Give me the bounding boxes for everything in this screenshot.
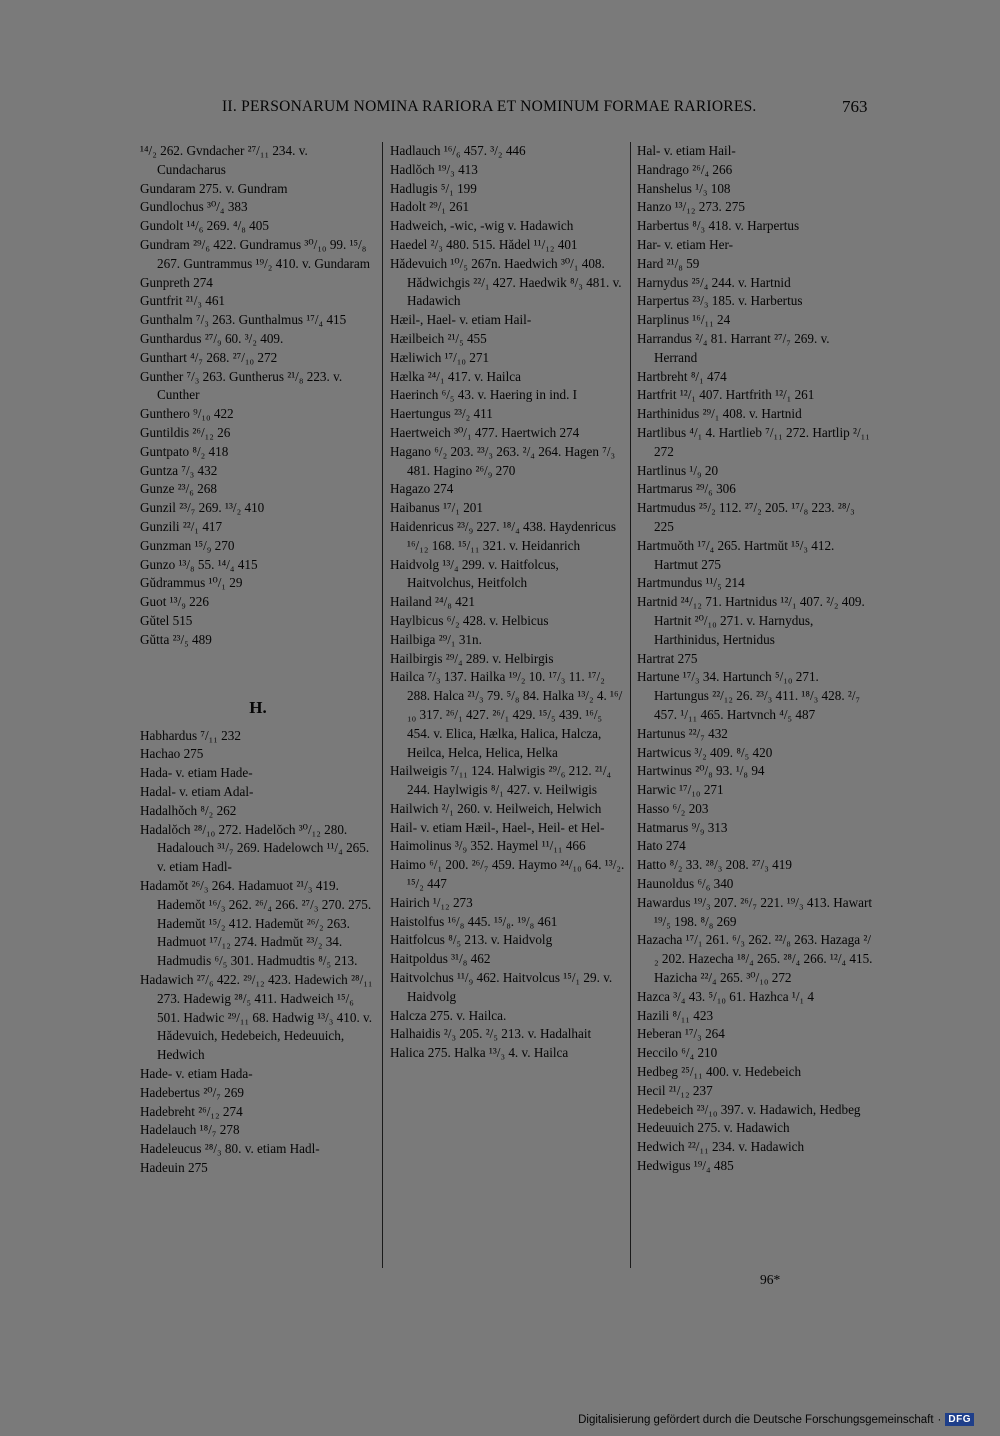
index-entry: Hæil-, Hael- v. etiam Hail- (390, 312, 532, 328)
index-entry: Hadlugis ⁵/₁ 199 (390, 180, 477, 196)
index-entry: Hartbreht ⁸/₁ 474 (637, 368, 727, 384)
page-number: 763 (842, 97, 868, 116)
index-entry: Hagazo 274 (390, 481, 454, 497)
index-entry: Hadeuin 275 (140, 1160, 208, 1176)
index-entry: Hailbirgis ²⁹/₄ 289. v. Helbirgis (390, 650, 554, 666)
index-entry: Gundlochus ³⁰/₄ 383 (140, 199, 248, 215)
index-entry: Haistolfus ¹⁶/₈ 445. ¹⁵/₈. ¹⁹/₈ 461 (390, 913, 558, 929)
index-entry: Gunthardus ²⁷/₉ 60. ³/₂ 409. (140, 330, 284, 346)
index-entry: Hartwinus ²⁰/₈ 93. ¹/₈ 94 (637, 763, 765, 779)
section-heading: H. (249, 697, 267, 717)
index-entry: Hatto ⁸/₂ 33. ²⁸/₃ 208. ²⁷/₃ 419 (637, 857, 792, 873)
index-entry: Hartlibus ⁴/₁ 4. Hartlieb ⁷/₁₁ 272. Hartlip ²/₁₁ 272 (637, 424, 870, 459)
index-entry: Haedel ²/₃ 480. 515. Hădel ¹¹/₁₂ 401 (390, 236, 578, 252)
index-entry: Hartune ¹⁷/₃ 34. Hartunch ⁵/₁₀ 271. Hartungus ²²/₁₂ 26. ²³/₃ 411. ¹⁸/₃ 428. ²/₇ 457. ¹/₁₁ 465. Hartvnch ⁴/₅ 487 (637, 669, 861, 722)
index-entry: Haertweich ³⁰/₁ 477. Haertwich 274 (390, 424, 580, 440)
index-entry: Gunzman ¹⁵/₉ 270 (140, 537, 235, 553)
index-entry: Hecil ²¹/₁₂ 237 (637, 1082, 713, 1098)
index-entry: Haitvolchus ¹¹/₉ 462. Haitvolcus ¹⁵/₁ 29. v. Haidvolg (390, 970, 613, 1004)
index-entry: Haitpoldus ³¹/₈ 462 (390, 951, 491, 967)
digitization-credit (578, 1413, 974, 1426)
index-entry: Gunthalm ⁷/₃ 263. Gunthalmus ¹⁷/₄ 415 (140, 312, 347, 328)
index-entry: Hal- v. etiam Hail- (637, 143, 736, 158)
running-header-title: II. PERSONARUM NOMINA RARIORA ET NOMINUM FORMAE RARIORES. (222, 98, 757, 115)
index-entry: Gundolt ¹⁴/₆ 269. ⁴/₈ 405 (140, 218, 269, 234)
credit-text: Digitalisierung gefördert durch die Deutsche Forschungsgemeinschaft (578, 1413, 934, 1426)
index-entry: Hazca ³/₄ 43. ⁵/₁₀ 61. Hazhca ¹/₁ 4 (637, 988, 814, 1004)
index-entry: Hadweich, -wic, -wig v. Hadawich (390, 218, 574, 234)
index-entry: Hairich ¹/₁₂ 273 (390, 894, 473, 910)
index-entry: Gunzil ²³/₇ 269. ¹³/₂ 410 (140, 500, 265, 516)
index-entry: Gundaram 275. v. Gundram (140, 180, 288, 196)
dfg-logo: DFG (945, 1413, 974, 1426)
index-entry: Hedebeich ²³/₁₀ 397. v. Hadawich, Hedbeg (637, 1101, 861, 1117)
index-entry: Hard ²¹/₈ 59 (637, 255, 700, 271)
index-entry: Guntza ⁷/₃ 432 (140, 462, 218, 478)
credit-separator: · (937, 1413, 942, 1426)
index-entry: Gunzo ¹³/₈ 55. ¹⁴/₄ 415 (140, 556, 258, 572)
index-entry: Haibanus ¹⁷/₁ 201 (390, 500, 483, 516)
index-entry: Haylbicus ⁶/₂ 428. v. Helbicus (390, 612, 549, 628)
index-entry: Hadelauch ¹⁸/₇ 278 (140, 1122, 240, 1138)
index-entry: Gundram ²⁹/₆ 422. Gundramus ³⁰/₁₀ 99. ¹⁵/₈ 267. Guntrammus ¹⁹/₂ 410. v. Gundaram (140, 236, 371, 271)
index-entry: Hæliwich ¹⁷/₁₀ 271 (390, 349, 490, 365)
index-entry: Hartlinus ¹/₉ 20 (637, 462, 719, 478)
index-entry: Hadalhŏch ⁸/₂ 262 (140, 802, 237, 818)
index-entry: Hawardus ¹⁹/₃ 207. ²⁶/₇ 221. ¹⁹/₃ 413. Hawart ¹⁹/₅ 198. ⁸/₈ 269 (637, 894, 873, 929)
index-entry: Gŭdrammus ¹⁰/₁ 29 (140, 575, 243, 591)
index-column-2 (390, 142, 625, 1063)
index-entry: Harplinus ¹⁶/₁₁ 24 (637, 312, 731, 328)
index-entry: Hartfrit ¹²/₁ 407. Hartfrith ¹²/₁ 261 (637, 387, 815, 403)
index-entry: Haitfolcus ⁸/₅ 213. v. Haidvolg (390, 932, 553, 948)
index-entry: Hælka ²⁴/₁ 417. v. Hailca (390, 368, 521, 384)
index-entry: Hailwich ²/₁ 260. v. Heilweich, Helwich (390, 800, 602, 816)
index-entry: Hailbiga ²⁹/₁ 31n. (390, 631, 482, 647)
index-entry: Gunthart ⁴/₇ 268. ²⁷/₁₀ 272 (140, 349, 278, 365)
index-entry: Guntildis ²⁶/₁₂ 26 (140, 424, 231, 440)
index-entry: Hachao 275 (140, 746, 204, 762)
index-entry: Hazacha ¹⁷/₁ 261. ⁶/₃ 262. ²²/₈ 263. Hazaga ²/₂ 202. Hazecha ¹⁸/₄ 265. ²⁸/₄ 266. ¹²/₄ 415. Hazicha ²²/₄ 265. ³⁰/₁₀ 272 (637, 932, 873, 986)
index-entry: Handrago ²⁶/₄ 266 (637, 161, 733, 177)
column-divider-2 (630, 142, 631, 1268)
index-column-1 (140, 142, 376, 1178)
index-entry: Hartmundus ¹¹/₅ 214 (637, 575, 745, 591)
index-entry: Hanzo ¹³/₁₂ 273. 275 (637, 199, 745, 215)
index-entry: Hadeleucus ²⁸/₃ 80. v. etiam Hadl- (140, 1141, 320, 1157)
index-entry: Hedeuuich 275. v. Hadawich (637, 1120, 790, 1136)
index-entry: Hanshelus ¹/₃ 108 (637, 180, 731, 196)
index-entry: Haertungus ²³/₂ 411 (390, 406, 493, 422)
index-entry: Hadlŏch ¹⁹/₃ 413 (390, 161, 478, 177)
index-entry: Hartmuŏth ¹⁷/₄ 265. Hartmŭt ¹⁵/₃ 412. Hartmut 275 (637, 537, 835, 572)
index-entry: Harnydus ²⁵/₄ 244. v. Hartnid (637, 274, 791, 290)
index-entry: Hato 274 (637, 838, 686, 854)
index-entry: Hartrat 275 (637, 650, 698, 666)
index-entry: Harpertus ²³/₃ 185. v. Harbertus (637, 293, 803, 309)
index-entry: Hartunus ²²/₇ 432 (637, 725, 728, 741)
index-entry: Halhaidis ²/₃ 205. ²/₅ 213. v. Hadalhait (390, 1026, 592, 1042)
index-entry: Hagano ⁶/₂ 203. ²³/₃ 263. ²/₄ 264. Hagen ⁷/₃ 481. Hagino ²⁶/₉ 270 (390, 443, 616, 478)
index-entry: Harthinidus ²⁹/₁ 408. v. Hartnid (637, 406, 802, 422)
index-entry: Hădevuich ¹⁰/₅ 267n. Haedwich ³⁰/₁ 408. Hădwichgis ²²/₁ 427. Haedwik ⁸/₃ 481. v. Hadawich (390, 255, 622, 309)
index-entry: Haerinch ⁶/₅ 43. v. Haering in ind. I (390, 387, 578, 403)
index-entry: Harbertus ⁸/₃ 418. v. Harpertus (637, 218, 800, 234)
index-entry: Hadebertus ²⁰/₇ 269 (140, 1084, 244, 1100)
index-entry: Hedwich ²²/₁₁ 234. v. Hadawich (637, 1139, 805, 1155)
index-entry: Hailca ⁷/₃ 137. Hailka ¹⁹/₂ 10. ¹⁷/₃ 11. ¹⁷/₂ 288. Halca ²¹/₃ 79. ⁵/₈ 84. Halka ¹³/₂ 4. ¹⁶/₁₀ 317. ²⁶/₁ 427. ²⁶/₁ 429. ¹⁵/₅ 439. ¹⁶/₅ 454. v. Elica, Hælka, Halica, Halcza, Heilca, Helca, Helica, Helka (390, 669, 623, 760)
index-entry: Guot ¹³/₉ 226 (140, 594, 209, 610)
index-entry: Hail- v. etiam Hæil-, Hael-, Heil- et Hel- (390, 819, 605, 835)
index-entry: ¹⁴/₂ 262. Gvndacher ²⁷/₁₁ 234. v. Cundacharus (140, 143, 308, 177)
index-entry: Hartwicus ³/₂ 409. ⁸/₅ 420 (637, 744, 773, 760)
index-entry: Halica 275. Halka ¹³/₃ 4. v. Hailca (390, 1045, 569, 1061)
index-entry: Gŭtta ²³/₅ 489 (140, 631, 212, 647)
index-entry: Hada- v. etiam Hade- (140, 765, 253, 781)
index-entry: Haunoldus ⁶/₆ 340 (637, 876, 734, 892)
index-entry: Hatmarus ⁹/₉ 313 (637, 819, 728, 835)
index-entry: Harrandus ²/₄ 81. Harrant ²⁷/₇ 269. v. Herrand (637, 330, 830, 365)
index-entry: Hadlauch ¹⁶/₆ 457. ³/₂ 446 (390, 143, 526, 158)
index-entry: Guntpato ⁸/₂ 418 (140, 443, 229, 459)
index-entry: Hailand ²⁴/₈ 421 (390, 594, 475, 610)
index-entry: Hartmudus ²⁵/₂ 112. ²⁷/₂ 205. ¹⁷/₈ 223. ²⁸/₃ 225 (637, 500, 855, 534)
index-entry: Hailweigis ⁷/₁₁ 124. Halwigis ²⁹/₆ 212. ²¹/₄ 244. Haylwigis ⁸/₁ 427. v. Heilwigis (390, 763, 612, 798)
index-entry: Hadawich ²⁷/₆ 422. ²⁹/₁₂ 423. Hadewich ²⁸/₁₁ 273. Hadewig ²⁸/₅ 411. Hadweich ¹⁵/₆ 501. Hadwic ²⁹/₁₁ 68. Hadwig ¹³/₃ 410. v. Hădevuich, Hedebeich, Hedeuuich, Hedwich (140, 972, 373, 1063)
blank-line (140, 663, 376, 682)
index-entry: Hartnid ²⁴/₁₂ 71. Hartnidus ¹²/₁ 407. ²/₂ 409. Hartnit ²⁰/₁₀ 271. v. Harnydus, Harthinidus, Hertnidus (637, 594, 865, 647)
index-entry: Hedwigus ¹⁹/₄ 485 (637, 1158, 734, 1174)
index-entry: Guntfrit ²¹/₃ 461 (140, 293, 226, 309)
column-divider-1 (382, 142, 383, 1268)
index-entry: Gŭtel 515 (140, 612, 193, 628)
index-entry: Hadal- v. etiam Adal- (140, 784, 254, 800)
index-entry: Gunze ²³/₆ 268 (140, 481, 217, 497)
index-entry: Haidenricus ²³/₉ 227. ¹⁸/₄ 438. Haydenricus ¹⁶/₁₂ 168. ¹⁵/₁₁ 321. v. Heidanrich (390, 518, 616, 553)
index-entry: Hazili ⁸/₁₁ 423 (637, 1007, 714, 1023)
index-entry: Gunthero ⁹/₁₀ 422 (140, 406, 234, 422)
index-entry: Gunther ⁷/₃ 263. Guntherus ²¹/₈ 223. v. Cunther (140, 368, 343, 403)
index-entry: Hadamŏt ²⁶/₃ 264. Hadamuot ²¹/₃ 419. Hademŏt ¹⁶/₃ 262. ²⁶/₄ 266. ²⁷/₃ 270. 275. Hademŭt ¹⁵/₂ 412. Hademŭt ²⁶/₂ 263. Hadmuot ¹⁷/₁₂ 274. Hadmŭt ²³/₂ 34. Hadmudis ⁶/₅ 301. Hadmudtis ⁸/₅ 213. (140, 878, 372, 969)
index-entry: Heccilo ⁶/₄ 210 (637, 1045, 718, 1061)
index-entry: Haimolinus ³/₉ 352. Haymel ¹¹/₁₁ 466 (390, 838, 586, 854)
index-entry: Hæilbeich ²¹/₅ 455 (390, 330, 487, 346)
signature-mark: 96* (760, 1272, 781, 1287)
index-entry: Hadebreht ²⁶/₁₂ 274 (140, 1103, 243, 1119)
index-entry: Heberan ¹⁷/₃ 264 (637, 1026, 725, 1042)
index-entry: Gunzili ²²/₁ 417 (140, 518, 223, 534)
index-entry: Hartmarus ²⁹/₆ 306 (637, 481, 736, 497)
index-entry: Haidvolg ¹³/₄ 299. v. Haitfolcus, Haitvolchus, Heitfolch (390, 556, 559, 591)
index-entry: Hadolt ²⁹/₁ 261 (390, 199, 470, 215)
index-entry: Haimo ⁶/₁ 200. ²⁶/₇ 459. Haymo ²⁴/₁₀ 64. ¹³/₂. ¹⁵/₂ 447 (390, 857, 625, 892)
index-entry: Habhardus ⁷/₁₁ 232 (140, 727, 241, 743)
index-entry: Harwic ¹⁷/₁₀ 271 (637, 782, 724, 798)
index-entry: Har- v. etiam Her- (637, 236, 734, 252)
index-entry: Gunpreth 274 (140, 274, 213, 290)
index-entry: Hadalŏch ²⁸/₁₀ 272. Hadelŏch ³⁰/₁₂ 280. Hadalouch ³¹/₇ 269. Hadelowch ¹¹/₄ 265. v. etiam Hadl- (140, 821, 370, 875)
index-entry: Hade- v. etiam Hada- (140, 1066, 253, 1082)
index-entry: Halcza 275. v. Hailca. (390, 1007, 507, 1023)
index-entry: Hasso ⁶/₂ 203 (637, 800, 709, 816)
index-entry: Hedbeg ²⁵/₁₁ 400. v. Hedebeich (637, 1064, 802, 1080)
index-column-3 (637, 142, 874, 1176)
